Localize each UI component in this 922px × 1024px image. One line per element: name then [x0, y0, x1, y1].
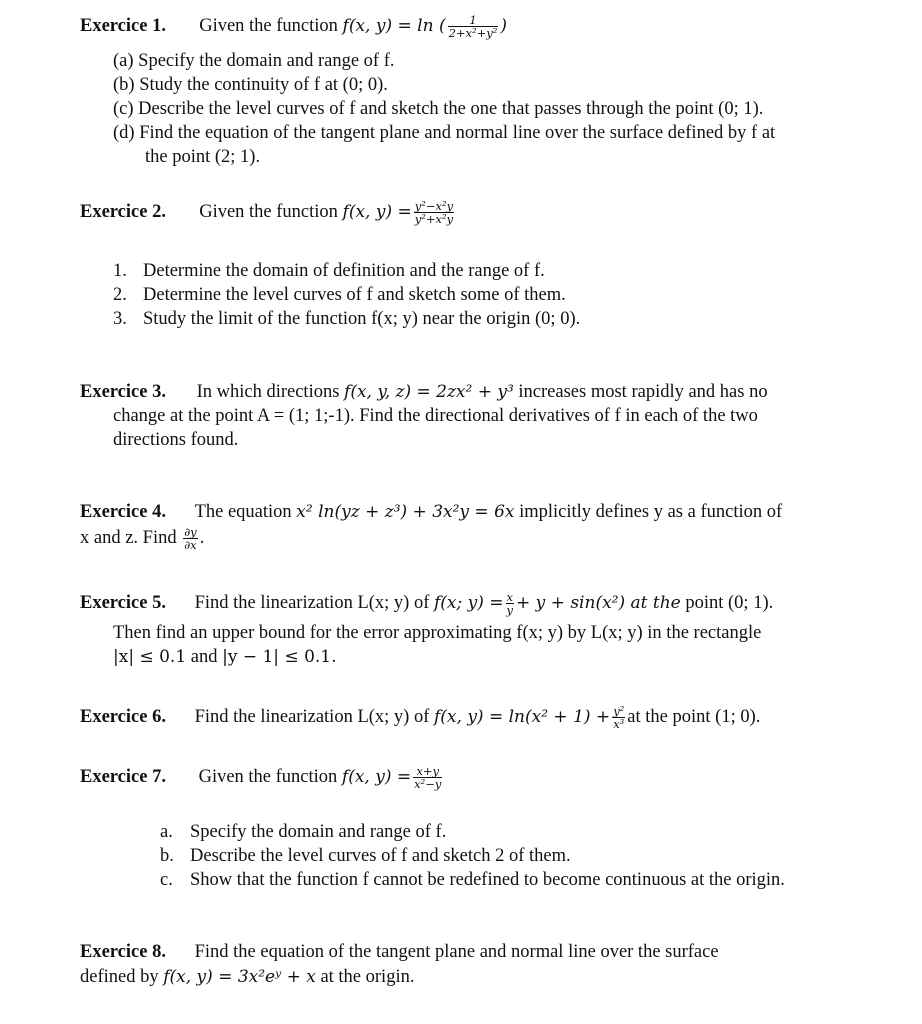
list-item-text: Determine the level curves of f and sketch some of them.	[143, 285, 566, 305]
exercise-4-derivative	[183, 526, 197, 551]
exercise-6-label: Exercice 6.	[80, 706, 166, 727]
list-item	[160, 871, 785, 890]
exercise-8-text: Find the equation of the tangent plane and normal line over the surface	[194, 942, 719, 962]
exercise-6-heading	[80, 705, 760, 730]
exercise-6-text: Find the linearization L(x; y) of	[194, 706, 434, 727]
exercise-7-heading	[80, 765, 444, 790]
exercise-7-function: f(x, y) =	[341, 766, 412, 787]
exercise-3-text: In which directions	[196, 382, 345, 402]
list-item	[160, 823, 446, 842]
exercise-5-and: and	[186, 647, 223, 667]
exercise-2-heading	[80, 200, 456, 225]
exercise-1-heading	[80, 14, 507, 39]
exercise-2-fraction	[414, 200, 454, 225]
exercise-3-function: f(x, y, z) = 2zx² + y³	[344, 382, 514, 402]
fraction-denominator: y	[506, 603, 514, 618]
exercise-6-function: f(x, y) = ln(x² + 1) +	[434, 706, 611, 727]
exercise-5-line-2: Then find an upper bound for the error approximating f(x; y) by L(x; y) in the rectangle	[113, 623, 762, 643]
exercise-3-line-2: change at the point A = (1; 1;-1). Find the directional derivatives of f in each of the two	[113, 406, 758, 426]
exercise-4-heading	[80, 503, 782, 522]
exercise-4-text-continued: implicitly defines y as a function of	[514, 502, 783, 522]
list-item-text: Describe the level curves of f and sketch 2 of them.	[190, 846, 571, 866]
fraction-numerator: 1	[469, 13, 477, 27]
exercise-1-function: f(x, y) = ln (	[342, 15, 446, 36]
exercise-1-part-d-continued: the point (2; 1).	[145, 147, 261, 167]
exercise-7-intro: Given the function	[198, 766, 342, 787]
exercise-7-label: Exercice 7.	[80, 766, 166, 787]
exercise-3-text-continued: increases most rapidly and has no	[513, 382, 768, 402]
fraction-denominator: x²−y	[414, 777, 442, 792]
exercise-4-find-text: x and z. Find	[80, 527, 182, 548]
list-item-text: Specify the domain and range of f.	[190, 822, 447, 842]
fraction-denominator: ∂x	[184, 538, 197, 553]
exercise-5-point: point (0; 1).	[680, 592, 774, 613]
exercise-3-label: Exercice 3.	[80, 382, 166, 402]
exercise-5-x-bound: |x| ≤ 0.1	[113, 647, 187, 667]
list-item-letter: b.	[160, 846, 174, 866]
exercise-5-label: Exercice 5.	[80, 592, 166, 613]
exercise-2-function: f(x, y) =	[342, 201, 412, 222]
exercise-1-intro: Given the function	[199, 15, 343, 36]
exercise-4-label: Exercice 4.	[80, 502, 166, 522]
list-item-text: Show that the function f cannot be redefined to become continuous at the origin.	[190, 870, 785, 890]
list-item-text: Determine the domain of definition and the range of f.	[143, 261, 545, 281]
exercise-5-heading	[80, 591, 773, 616]
fraction-numerator: y²−x²y	[414, 199, 454, 213]
exercise-3-line-3: directions found.	[113, 430, 239, 450]
fraction-numerator: x	[506, 590, 514, 604]
exercise-5-function-rest: + y + sin(x²) at the	[516, 592, 681, 613]
exercise-3-heading	[80, 383, 768, 402]
exercise-4-period: .	[199, 527, 205, 548]
list-item-number: 1.	[113, 261, 127, 281]
exercise-1-part-b: (b) Study the continuity of f at (0; 0).	[113, 75, 388, 95]
fraction-numerator: x+y	[416, 764, 440, 778]
exercise-7-fraction	[413, 765, 442, 790]
exercise-6-fraction	[612, 705, 625, 730]
exercise-1-function-close: )	[500, 15, 508, 36]
list-item	[113, 262, 545, 281]
exercise-8-origin: at the origin.	[315, 967, 415, 987]
list-item	[113, 310, 580, 329]
fraction-numerator: ∂y	[184, 525, 197, 539]
list-item-letter: a.	[160, 822, 173, 842]
fraction-denominator: y²+x²y	[414, 212, 454, 227]
exercise-6-point: at the point (1; 0).	[627, 706, 761, 727]
exercise-2-label: Exercice 2.	[80, 201, 166, 222]
exercise-5-fraction	[506, 591, 515, 616]
exercise-5-function: f(x; y) =	[434, 592, 504, 613]
exercise-5-text: Find the linearization L(x; y) of	[194, 592, 434, 613]
fraction-denominator: 2+x²+y²	[448, 26, 498, 41]
exercise-4-equation: x² ln(yz + z³) + 3x²y = 6x	[296, 502, 515, 522]
exercise-1-fraction	[448, 14, 499, 39]
exercise-2-intro: Given the function	[199, 201, 343, 222]
exercise-1-part-a: (a) Specify the domain and range of f.	[113, 51, 395, 71]
exercise-1-part-d: (d) Find the equation of the tangent plane and normal line over the surface defined by f at	[113, 123, 776, 143]
exercise-8-function: f(x, y) = 3x²eʸ + x	[163, 967, 316, 987]
list-item	[160, 847, 571, 866]
exercise-1-label: Exercice 1.	[80, 15, 166, 36]
exercise-8-heading	[80, 943, 719, 962]
exercise-1-part-c: (c) Describe the level curves of f and sketch the one that passes through the point (0; 1).	[113, 99, 764, 119]
exercise-5-line-3	[113, 648, 337, 667]
exercise-8-defined-by: defined by	[80, 967, 164, 987]
list-item-number: 2.	[113, 285, 127, 305]
fraction-numerator: y²	[613, 704, 625, 718]
exercise-8-label: Exercice 8.	[80, 942, 166, 962]
exercise-4-line-2	[80, 526, 204, 551]
list-item-text: Study the limit of the function f(x; y) near the origin (0; 0).	[143, 309, 581, 329]
exercise-4-text: The equation	[194, 502, 297, 522]
exercise-5-y-bound: |y − 1| ≤ 0.1.	[222, 647, 337, 667]
list-item-letter: c.	[160, 870, 173, 890]
exercise-8-line-2	[80, 968, 414, 987]
list-item-number: 3.	[113, 309, 127, 329]
fraction-denominator: x³	[613, 717, 625, 732]
list-item	[113, 286, 566, 305]
